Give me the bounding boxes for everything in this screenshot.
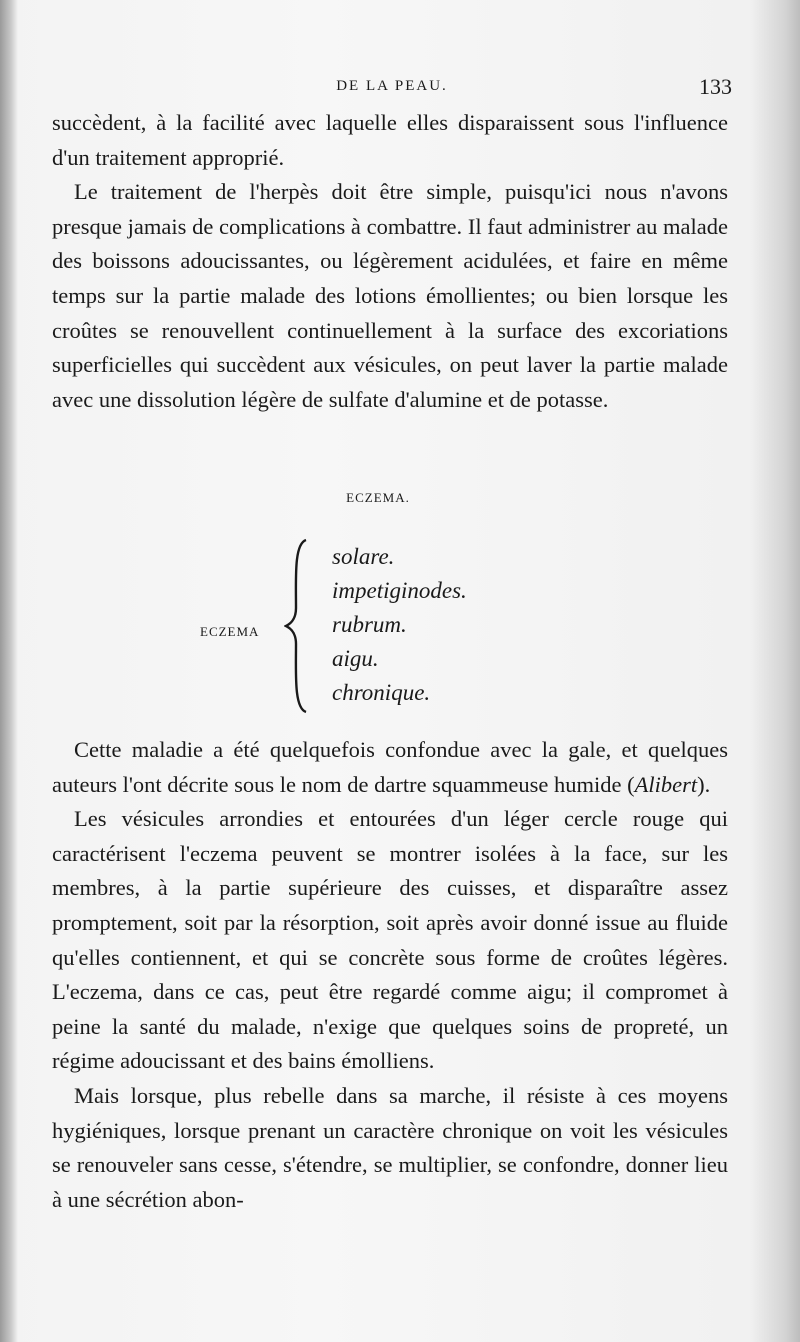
variety-item: solare. bbox=[332, 544, 395, 569]
variety-item: aigu. bbox=[332, 646, 379, 671]
variety-item: chronique. bbox=[332, 680, 431, 705]
paragraph-vesicles: Les vésicules arrondies et entourées d'un léger cercle rouge qui caractérisent l'eczema peuvent se montrer isolées à la face, sur les membres, à la partie supérieure des cuisses, et disparaître assez promptement, soit par la résorption, soit après avoir donné issue au fluide qu'elles contiennent, et qui se concrète sous forme de croûtes légères. L'eczema, dans ce cas, peut être regardé comme aigu; il compromet à peine la santé du malade, n'exige que quelques soins de propreté, un régime adoucissant et des bains émolliens. bbox=[52, 806, 728, 1074]
paragraph-confusion bbox=[52, 733, 728, 802]
curly-brace-icon bbox=[284, 538, 308, 714]
page-header bbox=[52, 74, 732, 102]
lower-text-block bbox=[52, 733, 728, 1217]
paragraph-herpes-treatment: Le traitement de l'herpès doit être simple, puisqu'ici nous n'avons presque jamais de complications à combattre. Il faut administrer au malade des boissons adoucissantes, ou légèrement acidulées, et faire en même temps sur la partie malade des lotions émollientes; ou bien lorsque les croûtes se renouvellent continuellement à la surface des excoriations superficielles qui succèdent aux vésicules, on peut laver la partie malade avec une dissolution légère de sulfate d'alumine et de potasse. bbox=[52, 179, 728, 412]
varieties-list bbox=[332, 540, 467, 710]
paragraph-text: ). bbox=[697, 771, 711, 797]
upper-text-block bbox=[52, 106, 728, 417]
paragraph-chronic: Mais lorsque, plus rebelle dans sa marche, il résiste à ces moyens hygiéniques, lorsque prenant un caractère chronique on voit les vésicules se renouveler sans cesse, s'étendre, se multiplier, se confondre, donner lieu à une sécrétion abon- bbox=[52, 1082, 728, 1212]
running-title: DE LA PEAU. bbox=[336, 78, 448, 94]
section-heading: ECZEMA. bbox=[346, 490, 410, 505]
page-number: 133 bbox=[699, 74, 732, 99]
eczema-varieties bbox=[200, 538, 600, 718]
variety-item: impetiginodes. bbox=[332, 578, 467, 603]
varieties-label: ECZEMA bbox=[200, 624, 260, 639]
page-right-shadow bbox=[750, 0, 800, 1342]
variety-item: rubrum. bbox=[332, 612, 407, 637]
page-left-shadow bbox=[0, 0, 18, 1342]
author-name: Alibert bbox=[634, 771, 698, 797]
paragraph-continuation: succèdent, à la facilité avec laquelle elles disparaissent sous l'influence d'un traitement approprié. bbox=[52, 110, 728, 170]
paragraph-text: Cette maladie a été quelquefois confondue avec la gale, et quelques auteurs l'ont décrite sous le nom de dartre squammeuse humide ( bbox=[52, 737, 728, 797]
